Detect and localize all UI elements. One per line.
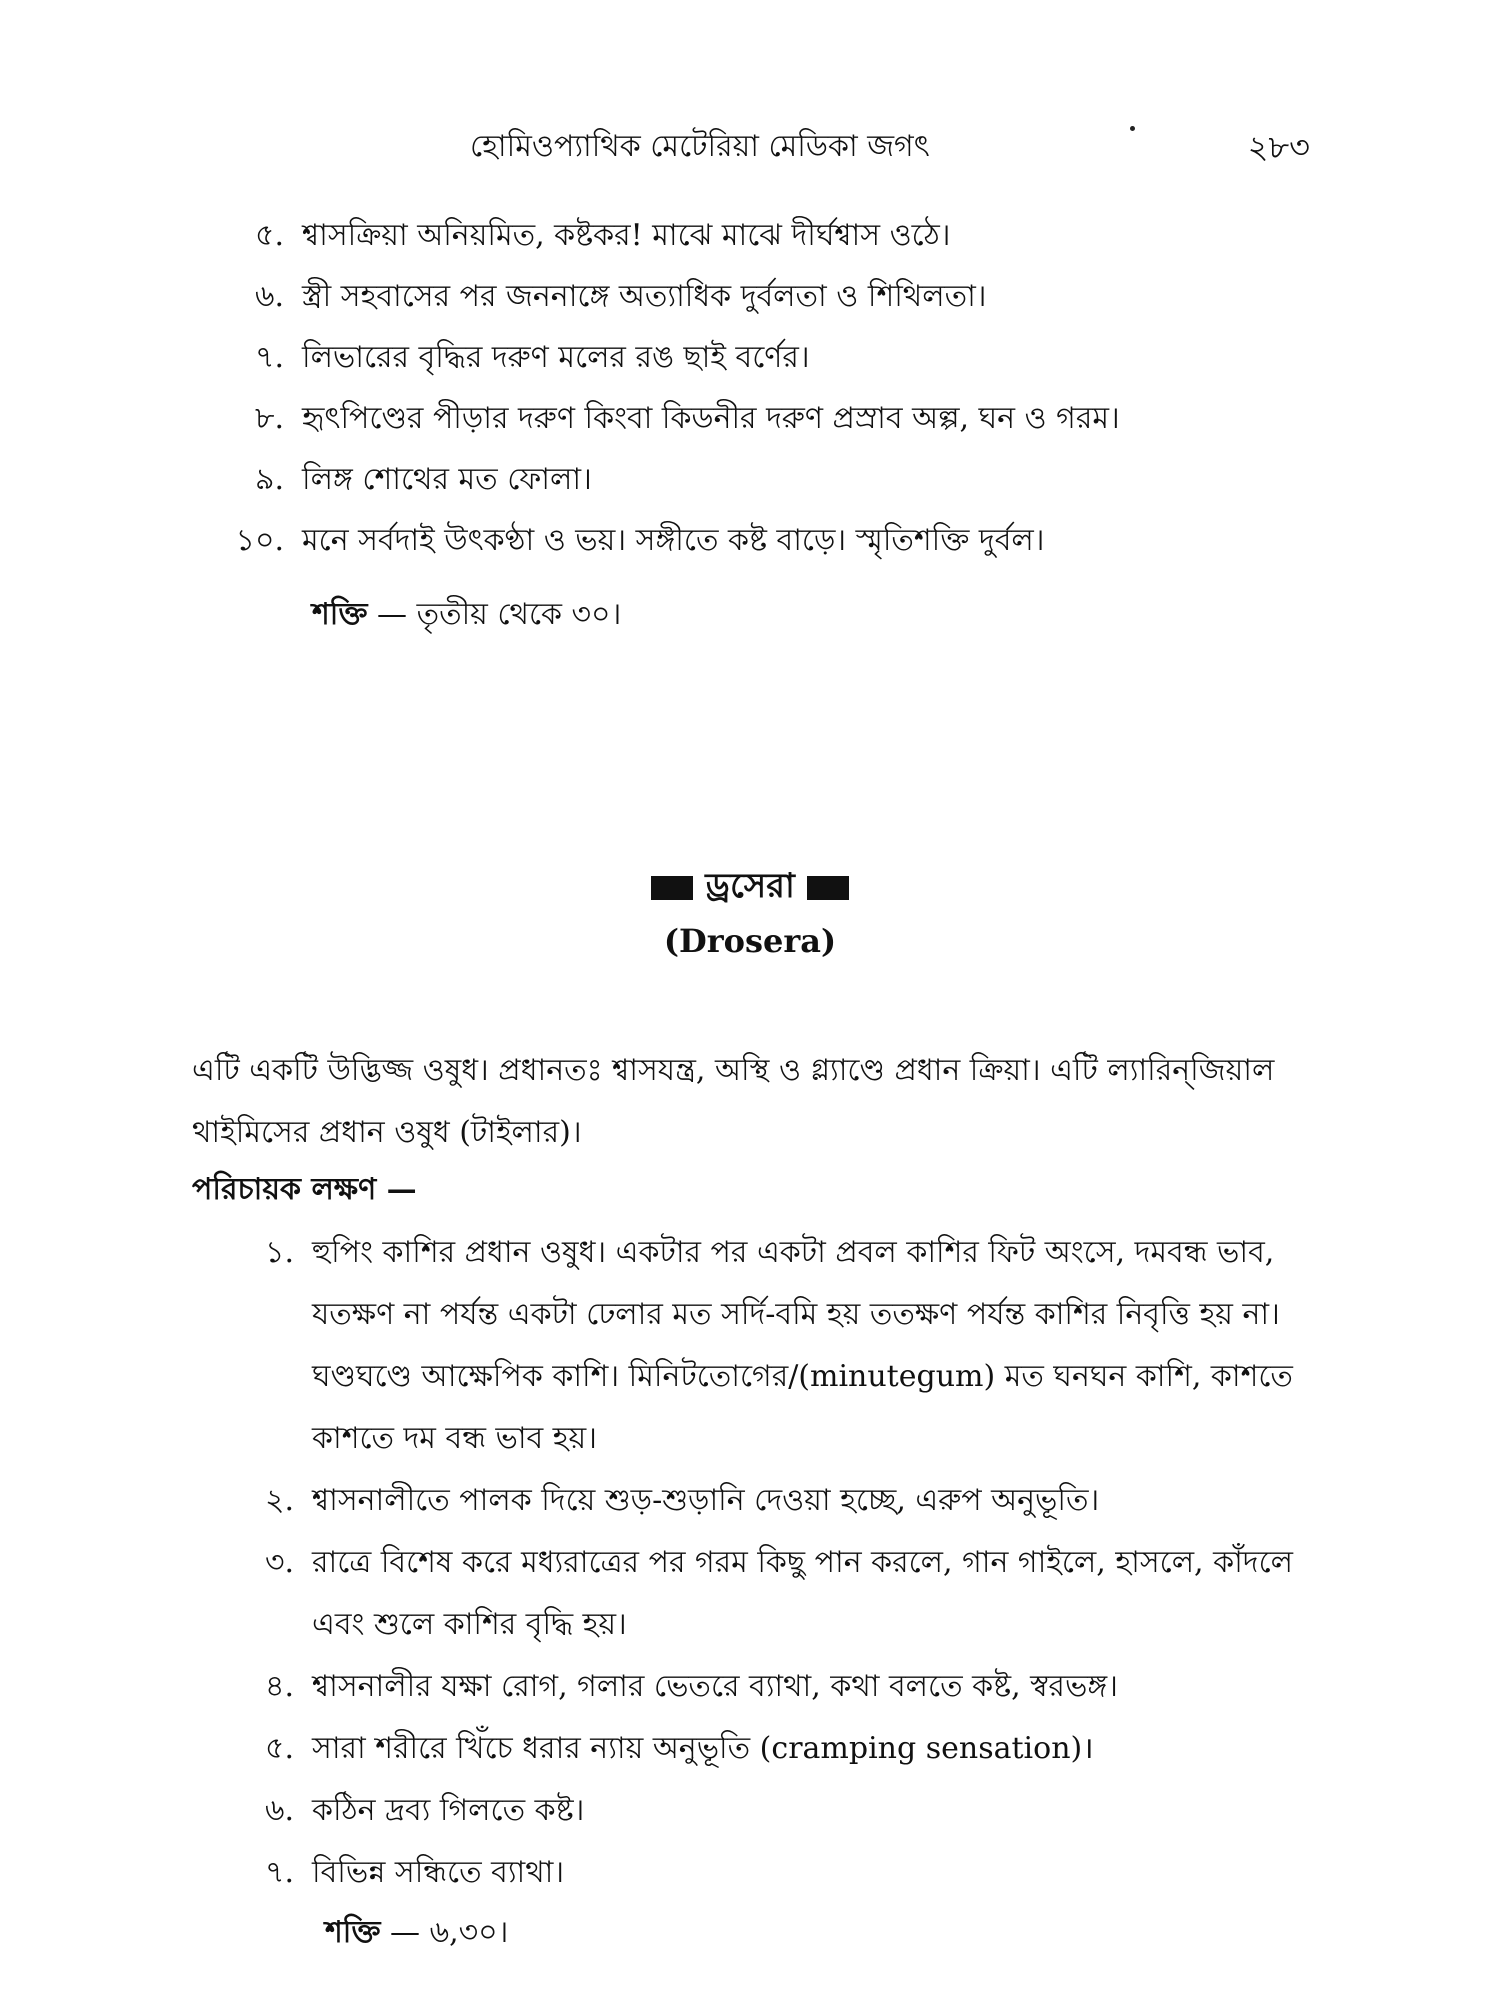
item-number: ১০. <box>235 523 284 558</box>
remedy-potency <box>325 1908 508 1959</box>
list-item <box>232 1780 1342 1842</box>
intro-line: থাইমিসের প্রধান ওষুধ (টাইলার)। <box>192 1115 582 1150</box>
previous-remedy-potency <box>312 590 621 641</box>
remedy-title-bengali: ড্রসেরা <box>705 866 795 906</box>
potency-label: শক্তি <box>325 1915 381 1950</box>
potency-label: শক্তি <box>312 597 368 632</box>
item-text: লিঙ্গ শোথের মত ফোলা। <box>302 462 592 497</box>
item-number: ৫. <box>254 218 284 253</box>
item-number: ৩. <box>264 1545 294 1580</box>
characteristic-symptoms-label: পরিচায়ক লক্ষণ — <box>192 1172 417 1207</box>
item-text: শ্বাসনালীর যক্ষা রোগ, গলার ভেতরে ব্যাথা, কথা বলতে কষ্ট, স্বরভঙ্গ। <box>312 1669 1118 1704</box>
item-number: ৬. <box>254 279 284 314</box>
item-text: মনে সর্বদাই উৎকণ্ঠা ও ভয়। সঙ্গীতে কষ্ট বাড়ে। স্মৃতিশক্তি দুর্বল। <box>302 523 1045 558</box>
item-number: ৬. <box>264 1793 294 1828</box>
list-item <box>232 1656 1342 1718</box>
item-number: ৫. <box>264 1731 294 1766</box>
list-item <box>210 215 1340 276</box>
item-number: ২. <box>264 1483 294 1518</box>
remedy-symptom-list <box>232 1222 1342 1904</box>
list-item <box>232 1222 1342 1470</box>
item-text: কঠিন দ্রব্য গিলতে কষ্ট। <box>312 1793 585 1828</box>
item-text: স্ত্রী সহবাসের পর জননাঙ্গে অত্যাধিক দুর্বলতা ও শিথিলতা। <box>302 279 987 314</box>
list-item <box>210 459 1340 520</box>
list-item <box>210 276 1340 337</box>
remedy-heading <box>0 860 1500 917</box>
remedy-introduction <box>192 1040 1332 1164</box>
item-number: ১. <box>264 1235 294 1270</box>
item-text: শ্বাসনালীতে পালক দিয়ে শুড়-শুড়ানি দেওয়া হচ্ছে, এরুপ অনুভূতি। <box>312 1483 1100 1518</box>
print-speck <box>1130 126 1135 131</box>
page-number: ২৮৩ <box>1247 128 1310 166</box>
list-item <box>210 337 1340 398</box>
item-text: হুপিং কাশির প্রধান ওষুধ। একটার পর একটা প্রবল কাশির ফিট অংসে, দমবন্ধ ভাব, যতক্ষণ না পর্যন্ত একটা ঢেলার মত সর্দি-বমি হয় ততক্ষণ পর্যন্ত কাশির নিবৃত্তি হয় না। ঘণ্ডঘণ্ডে আক্ষেপিক কাশি। মিনিটতোগের/(minutegum) মত ঘনঘন কাশি, কাশতে কাশতে দম বন্ধ ভাব হয়। <box>312 1235 1293 1456</box>
list-item <box>232 1842 1342 1904</box>
item-text: রাত্রে বিশেষ করে মধ্যরাত্রের পর গরম কিছু পান করলে, গান গাইলে, হাসলে, কাঁদলে এবং শুলে কাশির বৃদ্ধি হয়। <box>312 1545 1293 1642</box>
item-number: ৭. <box>264 1855 294 1890</box>
remedy-title-latin: (Drosera) <box>663 922 837 960</box>
item-text: সারা শরীরে খিঁচে ধরার ন্যায় অনুভূতি (cramping sensation)। <box>312 1731 1094 1766</box>
list-item <box>232 1718 1342 1780</box>
item-text: বিভিন্ন সন্ধিতে ব্যাথা। <box>312 1855 565 1890</box>
list-item <box>232 1470 1342 1532</box>
list-item <box>232 1532 1342 1656</box>
running-header <box>470 122 1310 166</box>
item-number: ৮. <box>254 401 284 436</box>
item-number: ৪. <box>264 1669 294 1704</box>
potency-value: — ৬,৩০। <box>390 1915 509 1950</box>
previous-remedy-symptom-list <box>210 215 1340 581</box>
intro-line: এটি একটি উদ্ভিজ্জ ওষুধ। প্রধানতঃ শ্বাসযন্ত্র, অস্থি ও গ্ল্যাণ্ডে প্রধান ক্রিয়া। এটি ল্যারিন্‌জিয়াল <box>192 1053 1275 1088</box>
item-number: ৯. <box>254 462 284 497</box>
item-text: লিভারের বৃদ্ধির দরুণ মলের রঙ ছাই বর্ণের। <box>302 340 810 375</box>
item-text: শ্বাসক্রিয়া অনিয়মিত, কষ্টকর! মাঝে মাঝে দীর্ঘশ্বাস ওঠে। <box>302 218 951 253</box>
black-square-ornament <box>651 876 693 900</box>
item-number: ৭. <box>254 340 284 375</box>
book-title: হোমিওপ্যাথিক মেটেরিয়া মেডিকা জগৎ <box>470 129 930 164</box>
list-item <box>210 520 1340 581</box>
black-square-ornament <box>807 876 849 900</box>
potency-value: — তৃতীয় থেকে ৩০। <box>377 597 622 632</box>
item-text: হৃৎপিণ্ডের পীড়ার দরুণ কিংবা কিডনীর দরুণ প্রস্রাব অল্প, ঘন ও গরম। <box>302 401 1120 436</box>
list-item <box>210 398 1340 459</box>
